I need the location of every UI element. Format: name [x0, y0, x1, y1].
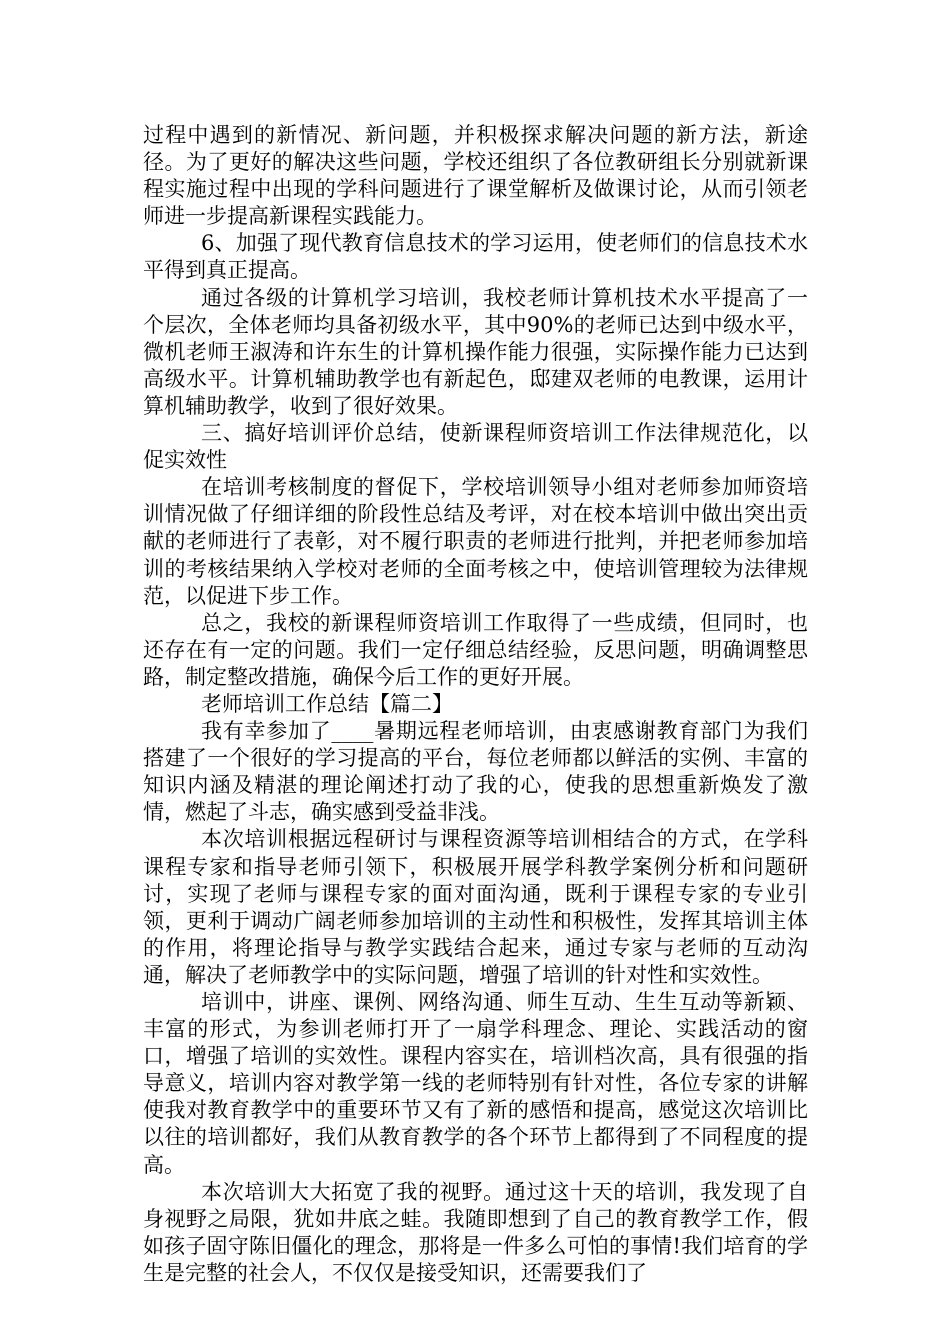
- paragraph-11: 本次培训大大拓宽了我的视野。通过这十天的培训，我发现了自身视野之局限，犹如井底之蛙。我随即想到了自己的教育教学工作，假如孩子固守陈旧僵化的理念，那将是一件多么可怕的事情!我们培育的学生是完整的社会人，不仅仅是接受知识，还需要我们了: [143, 1179, 808, 1285]
- document-body: [143, 122, 808, 1287]
- paragraph-10: 培训中，讲座、课例、网络沟通、师生互动、生生互动等新颖、丰富的形式，为参训老师打开了一扇学科理念、理论、实践活动的窗口，增强了培训的实效性。课程内容实在，培训档次高，具有很强的指导意义，培训内容对教学第一线的老师特别有针对性，各位专家的讲解使我对教育教学中的重要环节又有了新的感悟和提高，感觉这次培训比以往的培训都好，我们从教育教学的各个环节上都得到了不同程度的提高。: [143, 990, 808, 1177]
- paragraph-1: 过程中遇到的新情况、新问题，并积极探求解决问题的新方法，新途径。为了更好的解决这些问题，学校还组织了各位教研组长分别就新课程实施过程中出现的学科问题进行了课堂解析及做课讨论，从而引领老师进一步提高新课程实践能力。: [143, 123, 808, 229]
- paragraph-3: 通过各级的计算机学习培训，我校老师计算机技术水平提高了一个层次，全体老师均具备初级水平，其中90%的老师已达到中级水平，微机老师王淑涛和许东生的计算机操作能力很强，实际操作能力已达到高级水平。计算机辅助教学也有新起色，邸建双老师的电教课，运用计算机辅助教学，收到了很好效果。: [143, 285, 808, 418]
- paragraph-8: 我有幸参加了____暑期远程老师培训，由衷感谢教育部门为我们搭建了一个很好的学习提高的平台，每位老师都以鲜活的实例、丰富的知识内涵及精湛的理论阐述打动了我的心，使我的思想重新焕发了激情，燃起了斗志，确实感到受益非浅。: [143, 719, 808, 825]
- article-title-part-two: 老师培训工作总结【篇二】: [201, 691, 453, 716]
- section-heading-3: 三、搞好培训评价总结，使新课程师资培训工作法律规范化，以促实效性: [143, 421, 808, 473]
- paragraph-6: 总之，我校的新课程师资培训工作取得了一些成绩，但同时，也还存在有一定的问题。我们一定仔细总结经验，反思问题，明确调整思路，制定整改措施，确保今后工作的更好开展。: [143, 610, 808, 689]
- paragraph-5: 在培训考核制度的督促下，学校培训领导小组对老师参加师资培训情况做了仔细详细的阶段性总结及考评，对在校本培训中做出突出贡献的老师进行了表彰，对不履行职责的老师进行批判，并把老师参加培训的考核结果纳入学校对老师的全面考核之中，使培训管理较为法律规范，以促进下步工作。: [143, 475, 808, 608]
- paragraph-9: 本次培训根据远程研讨与课程资源等培训相结合的方式，在学科课程专家和指导老师引领下，积极展开展学科教学案例分析和问题研讨，实现了老师与课程专家的面对面沟通，既利于课程专家的专业引领，更利于调动广阔老师参加培训的主动性和积极性，发挥其培训主体的作用，将理论指导与教学实践结合起来，通过专家与老师的互动沟通，解决了老师教学中的实际问题，增强了培训的针对性和实效性。: [143, 827, 808, 987]
- paragraph-2: 6、加强了现代教育信息技术的学习运用，使老师们的信息技术水平得到真正提高。: [143, 231, 808, 283]
